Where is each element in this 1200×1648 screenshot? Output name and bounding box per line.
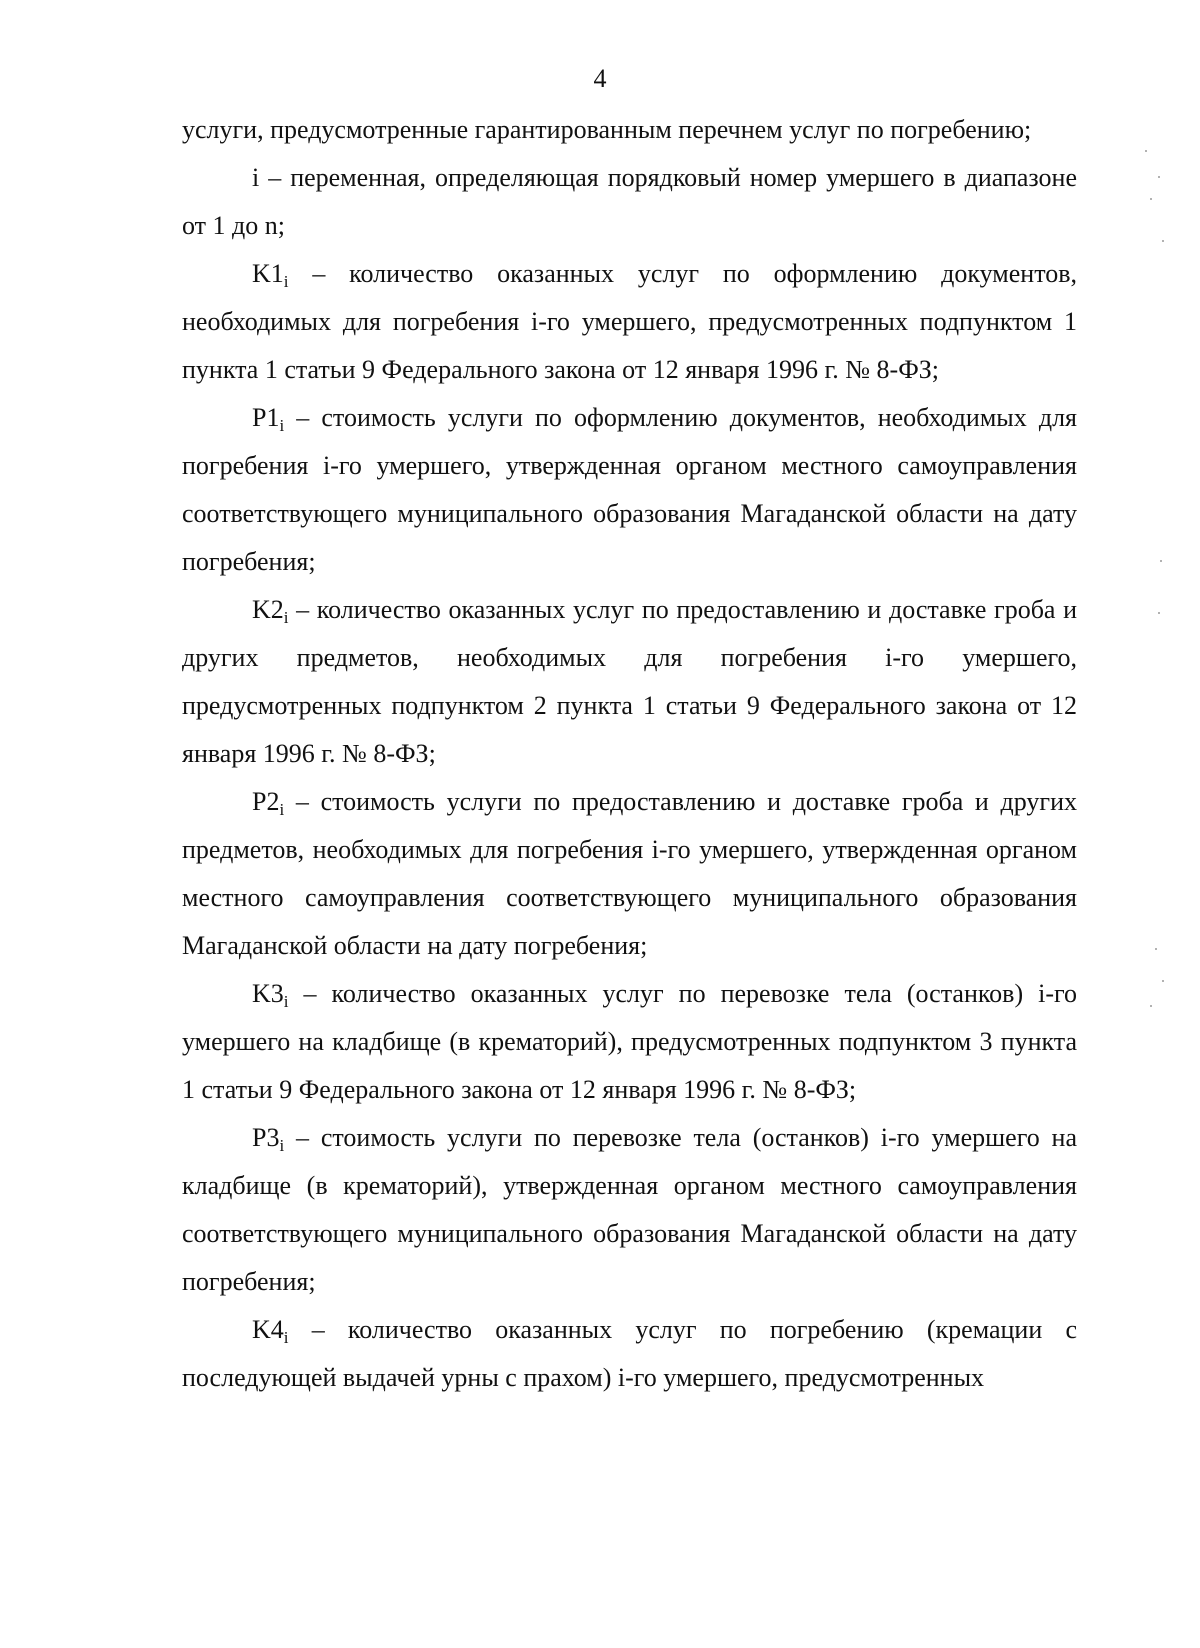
- scan-speck: [1145, 150, 1147, 152]
- paragraph: [182, 154, 1077, 250]
- paragraph: [182, 250, 1077, 394]
- variable-symbol: K4: [252, 1315, 284, 1344]
- variable-symbol: i: [252, 163, 260, 192]
- scan-speck: [1162, 980, 1164, 982]
- paragraph-text: – стоимость услуги по оформлению документов, необходимых для погребения i-го умершего, утвержденная органом местного самоуправления соответствующего муниципального образования Магаданской области на дату погребения;: [182, 403, 1077, 576]
- scan-speck: [1150, 198, 1152, 200]
- paragraph: [182, 106, 1077, 154]
- paragraph-text: – количество оказанных услуг по оформлению документов, необходимых для погребения i-го умершего, предусмотренных подпунктом 1 пункта 1 статьи 9 Федерального закона от 12 января 1996 г. № 8-ФЗ;: [182, 259, 1077, 384]
- variable-symbol: P3: [252, 1123, 280, 1152]
- variable-index: i: [283, 272, 289, 291]
- variable-symbol: K1: [252, 259, 284, 288]
- variable-index: i: [283, 608, 289, 627]
- scan-speck: [1162, 240, 1164, 242]
- paragraph-text: – стоимость услуги по перевозке тела (останков) i-го умершего на кладбище (в крематорий), утвержденная органом местного самоуправления соответствующего муниципального образования Магаданской области на дату погребения;: [182, 1123, 1077, 1296]
- variable-symbol: K3: [252, 979, 284, 1008]
- scan-speck: [1158, 176, 1160, 178]
- document-body: [182, 106, 1077, 1402]
- scan-speck: [1150, 1005, 1152, 1007]
- variable-symbol: P2: [252, 787, 280, 816]
- paragraph-text: – количество оказанных услуг по предоставлению и доставке гроба и других предметов, необходимых для погребения i-го умершего, предусмотренных подпунктом 2 пункта 1 статьи 9 Федерального закона от 12 января 1996 г. № 8-ФЗ;: [182, 595, 1077, 768]
- variable-symbol: P1: [252, 403, 280, 432]
- paragraph-text: – количество оказанных услуг по перевозке тела (останков) i-го умершего на кладбище (в крематорий), предусмотренных подпунктом 3 пункта 1 статьи 9 Федерального закона от 12 января 1996 г. № 8-ФЗ;: [182, 979, 1077, 1104]
- paragraph-text: – количество оказанных услуг по погребению (кремации с последующей выдачей урны с прахом) i-го умершего, предусмотренных: [182, 1315, 1077, 1392]
- paragraph: [182, 1306, 1077, 1402]
- paragraph-text: – стоимость услуги по предоставлению и доставке гроба и других предметов, необходимых для погребения i-го умершего, утвержденная органом местного самоуправления соответствующего муниципального образования Магаданской области на дату погребения;: [182, 787, 1077, 960]
- paragraph: [182, 970, 1077, 1114]
- variable-index: i: [279, 1136, 285, 1155]
- paragraph-text: услуги, предусмотренные гарантированным перечнем услуг по погребению;: [182, 115, 1032, 144]
- variable-symbol: K2: [252, 595, 284, 624]
- paragraph: [182, 1114, 1077, 1306]
- paragraph: [182, 586, 1077, 778]
- variable-index: i: [283, 1328, 289, 1347]
- scan-speck: [1160, 560, 1162, 562]
- scan-speck: [1155, 948, 1157, 950]
- scan-speck: [1158, 612, 1160, 614]
- paragraph: [182, 394, 1077, 586]
- variable-index: i: [279, 416, 285, 435]
- paragraph-text: – переменная, определяющая порядковый номер умершего в диапазоне от 1 до n;: [182, 163, 1077, 240]
- page-number: 4: [593, 64, 607, 93]
- paragraph: [182, 778, 1077, 970]
- variable-index: i: [279, 800, 285, 819]
- variable-index: i: [283, 992, 289, 1011]
